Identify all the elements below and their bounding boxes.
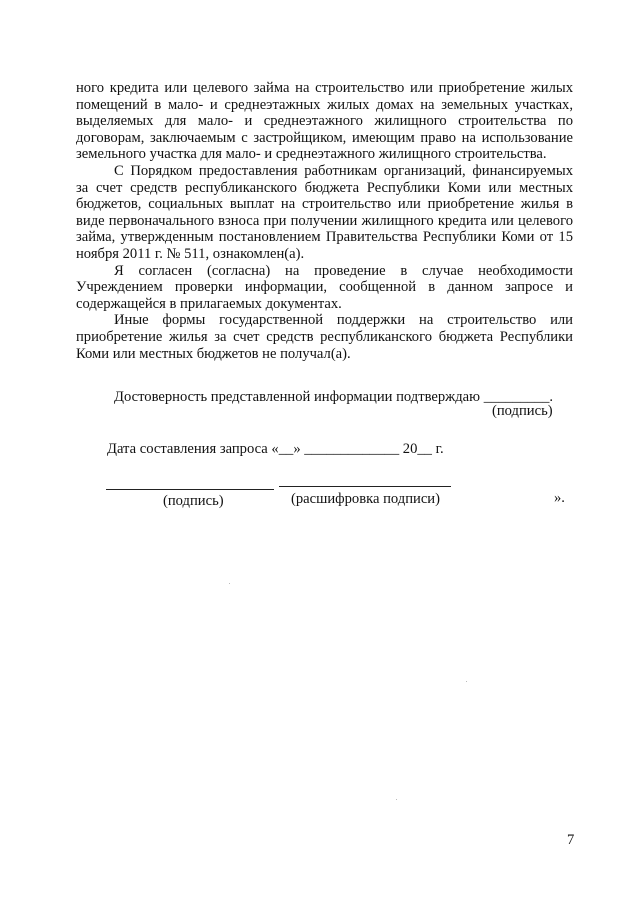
date-line: Дата составления запроса «__» _____________ 20__ г. bbox=[107, 441, 444, 457]
paragraph-consent: Я согласен (согласна) на проведение в случае необходимости Учреждением проверки информации, сообщенной в данном запросе и содержащейся в прилагаемых документах. bbox=[76, 262, 573, 312]
paragraph-continuation: ного кредита или целевого займа на строительство или приобретение жилых помещений в мало- и среднеэтажных жилых домах на земельных участках, выделяемых для мало- и среднеэтажного жилищного строительства по договорам, заключаемым с застройщиком, имеющим право на использование земельного участка для мало- и среднеэтажного жилищного строительства. bbox=[76, 80, 573, 163]
confirmation-signature-caption: (подпись) bbox=[492, 403, 553, 419]
closing-mark: ». bbox=[554, 490, 565, 506]
confirmation-line: Достоверность представленной информации подтверждаю _________. bbox=[114, 389, 554, 405]
signature-caption: (подпись) bbox=[163, 493, 224, 509]
body-text bbox=[76, 80, 573, 362]
signature-rule bbox=[106, 489, 274, 490]
decoding-caption: (расшифровка подписи) bbox=[291, 491, 440, 507]
paragraph-procedure: С Порядком предоставления работникам организаций, финансируемых за счет средств республиканского бюджета Республики Коми или местных бюджетов, социальных выплат на строительство или приобретение жилья в виде первоначального взноса при получении жилищного кредита или целевого займа, утвержденным постановлением Правительства Республики Коми от 15 ноября 2011 г. № 511, ознакомлен(а). bbox=[76, 162, 573, 262]
page-number: 7 bbox=[567, 832, 575, 848]
decoding-rule bbox=[279, 486, 451, 487]
paragraph-other-support: Иные формы государственной поддержки на строительство или приобретение жилья за счет средств республиканского бюджета Республики Коми или местных бюджетов не получал(а). bbox=[76, 312, 573, 362]
